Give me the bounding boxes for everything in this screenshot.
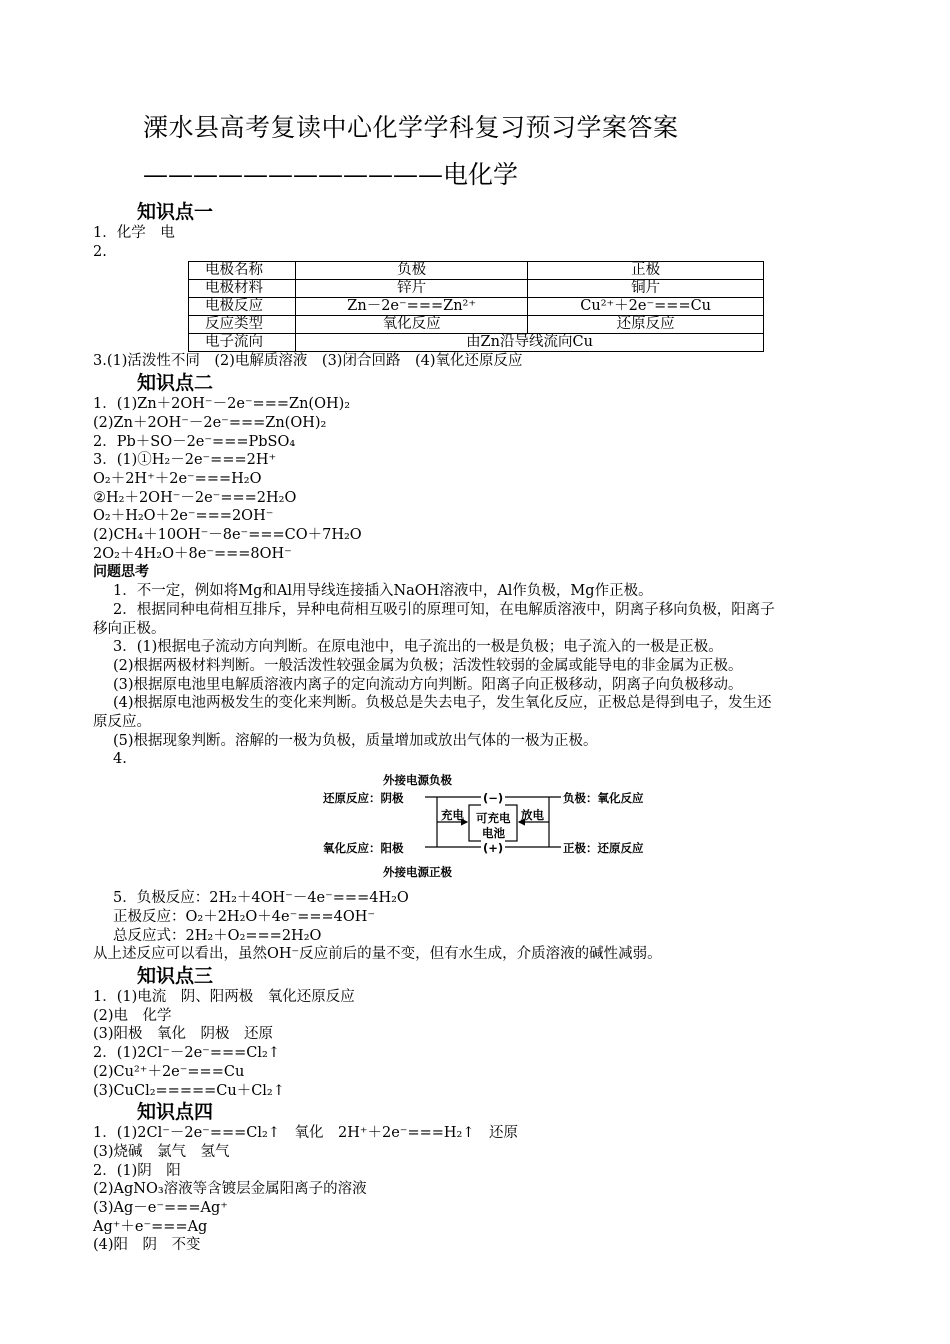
text-line: 3．(1)①H₂－2e⁻===2H⁺: [93, 452, 277, 469]
table-cell: 负极: [296, 262, 528, 280]
document-subtitle: ————————————电化学: [143, 160, 519, 189]
text-line: 正极反应：O₂＋2H₂O＋4e⁻===4OH⁻: [113, 908, 376, 925]
table-cell: 铜片: [528, 280, 764, 298]
table-row: [189, 316, 764, 334]
discharge-label: 放电: [521, 808, 544, 823]
battery-label-line1: 可充电: [476, 811, 511, 826]
right-bottom-label: 正极：还原反应: [563, 841, 644, 856]
text-line: (5)根据现象判断。溶解的一极为负极，质量增加或放出气体的一极为正极。: [113, 732, 598, 749]
text-line: 1．(1)2Cl⁻－2e⁻===Cl₂↑ 氧化 2H⁺＋2e⁻===H₂↑ 还原: [93, 1125, 519, 1142]
table-cell: 正极: [528, 262, 764, 280]
plus-label: (+): [481, 839, 505, 858]
text-line: (2)AgNO₃溶液等含镀层金属阳离子的溶液: [93, 1181, 367, 1198]
text-line: (2)Zn＋2OH⁻－2e⁻===Zn(OH)₂: [93, 414, 327, 431]
text-line: 5．负极反应：2H₂＋4OH⁻－4e⁻===4H₂O: [113, 890, 409, 907]
document-body: [93, 198, 863, 1255]
table-cell: 锌片: [296, 280, 528, 298]
text-line: (2)Cu²⁺＋2e⁻===Cu: [93, 1063, 245, 1080]
text-line: (3)根据原电池里电解质溶液内离子的定向流动方向判断。阳离子向正极移动，阴离子向负极移动。: [113, 676, 743, 693]
table-cell: 还原反应: [528, 316, 764, 334]
text-line: 1．不一定，例如将Mg和Al用导线连接插入NaOH溶液中，Al作负极，Mg作正极。: [113, 583, 653, 600]
table-cell: 电极反应: [189, 298, 296, 316]
table-cell: 电极材料: [189, 280, 296, 298]
text-line: (2)电 化学: [93, 1007, 172, 1024]
electrode-table: [188, 261, 764, 352]
text-line: 4.: [113, 751, 127, 768]
table-cell: 电极名称: [189, 262, 296, 280]
text-line: ②H₂＋2OH⁻－2e⁻===2H₂O: [93, 489, 297, 506]
text-line: (3)阳极 氧化 阴极 还原: [93, 1026, 274, 1043]
charge-label: 充电: [441, 808, 464, 823]
text-line: 1．(1)电流 阴、阳两极 氧化还原反应: [93, 988, 355, 1005]
document-title: 溧水县高考复读中心化学学科复习预习学案答案: [143, 113, 679, 142]
text-line: (3)Ag－e⁻===Ag⁺: [93, 1200, 228, 1217]
table-cell: Cu²⁺＋2e⁻===Cu: [528, 298, 764, 316]
left-top-label: 还原反应：阴极: [323, 791, 404, 806]
text-line: 2．(1)2Cl⁻－2e⁻===Cl₂↑: [93, 1045, 280, 1062]
right-top-label: 负极：氧化反应: [563, 791, 644, 806]
top-label: 外接电源负极: [383, 773, 452, 788]
text-line: (2)根据两极材料判断。一般活泼性较强金属为负极；活泼性较弱的金属或能导电的非金属为正极。: [113, 657, 743, 674]
text-line: 原反应。: [93, 714, 151, 731]
rechargeable-battery-diagram: [323, 769, 663, 889]
section-heading-2: 知识点二: [137, 372, 214, 395]
minus-label: (−): [481, 789, 505, 808]
text-line: 1．(1)Zn＋2OH⁻－2e⁻===Zn(OH)₂: [93, 396, 351, 413]
table-row: [189, 334, 764, 352]
text-line: (2)CH₄＋10OH⁻－8e⁻===CO＋7H₂O: [93, 527, 362, 544]
section-heading-1: 知识点一: [137, 201, 214, 223]
table-row: [189, 280, 764, 298]
text-line: 1．化学 电: [93, 225, 175, 241]
table-cell: 反应类型: [189, 316, 296, 334]
left-bottom-label: 氧化反应：阳极: [323, 841, 404, 856]
text-line: (3)CuCl₂=====Cu＋Cl₂↑: [93, 1082, 285, 1099]
text-line: 2．根据同种电荷相互排斥，异种电荷相互吸引的原理可知，在电解质溶液中，阴离子移向负极，阳离子: [113, 601, 775, 618]
text-line: O₂＋2H⁺＋2e⁻===H₂O: [93, 470, 262, 487]
battery-label-line2: 电池: [482, 826, 505, 841]
question-heading: 问题思考: [93, 564, 149, 581]
table-cell: 由Zn沿导线流向Cu: [296, 334, 764, 352]
text-line: (4)阳 阴 不变: [93, 1237, 201, 1254]
text-line: 2．(1)阴 阳: [93, 1162, 181, 1179]
text-line: 2.: [93, 243, 107, 260]
text-line: 移向正极。: [93, 620, 166, 637]
text-line: Ag⁺＋e⁻===Ag: [93, 1218, 208, 1235]
text-line: 3.(1)活泼性不同 (2)电解质溶液 (3)闭合回路 (4)氧化还原反应: [93, 353, 523, 370]
text-line: O₂＋H₂O＋2e⁻===2OH⁻: [93, 508, 274, 525]
table-cell: 氧化反应: [296, 316, 528, 334]
text-line: (4)根据原电池两极发生的变化来判断。负极总是失去电子，发生氧化反应，正极总是得到电子，发生还: [113, 695, 772, 712]
table-row: [189, 262, 764, 280]
table-cell: 电子流向: [189, 334, 296, 352]
text-line: 2O₂＋4H₂O＋8e⁻===8OH⁻: [93, 545, 292, 562]
text-line: 3．(1)根据电子流动方向判断。在原电池中，电子流出的一极是负极；电子流入的一极是正极。: [113, 639, 723, 656]
table-cell: Zn－2e⁻===Zn²⁺: [296, 298, 528, 316]
section-heading-4: 知识点四: [137, 1101, 214, 1124]
text-line: (3)烧碱 氯气 氢气: [93, 1143, 230, 1160]
section-heading-3: 知识点三: [137, 964, 214, 987]
bottom-label: 外接电源正极: [383, 865, 452, 880]
text-line: 总反应式：2H₂＋O₂===2H₂O: [113, 927, 322, 944]
text-line: 从上述反应可以看出，虽然OH⁻反应前后的量不变，但有水生成，介质溶液的碱性减弱。: [93, 946, 662, 963]
table-row: [189, 298, 764, 316]
text-line: 2．Pb＋SO－2e⁻===PbSO₄: [93, 433, 296, 450]
